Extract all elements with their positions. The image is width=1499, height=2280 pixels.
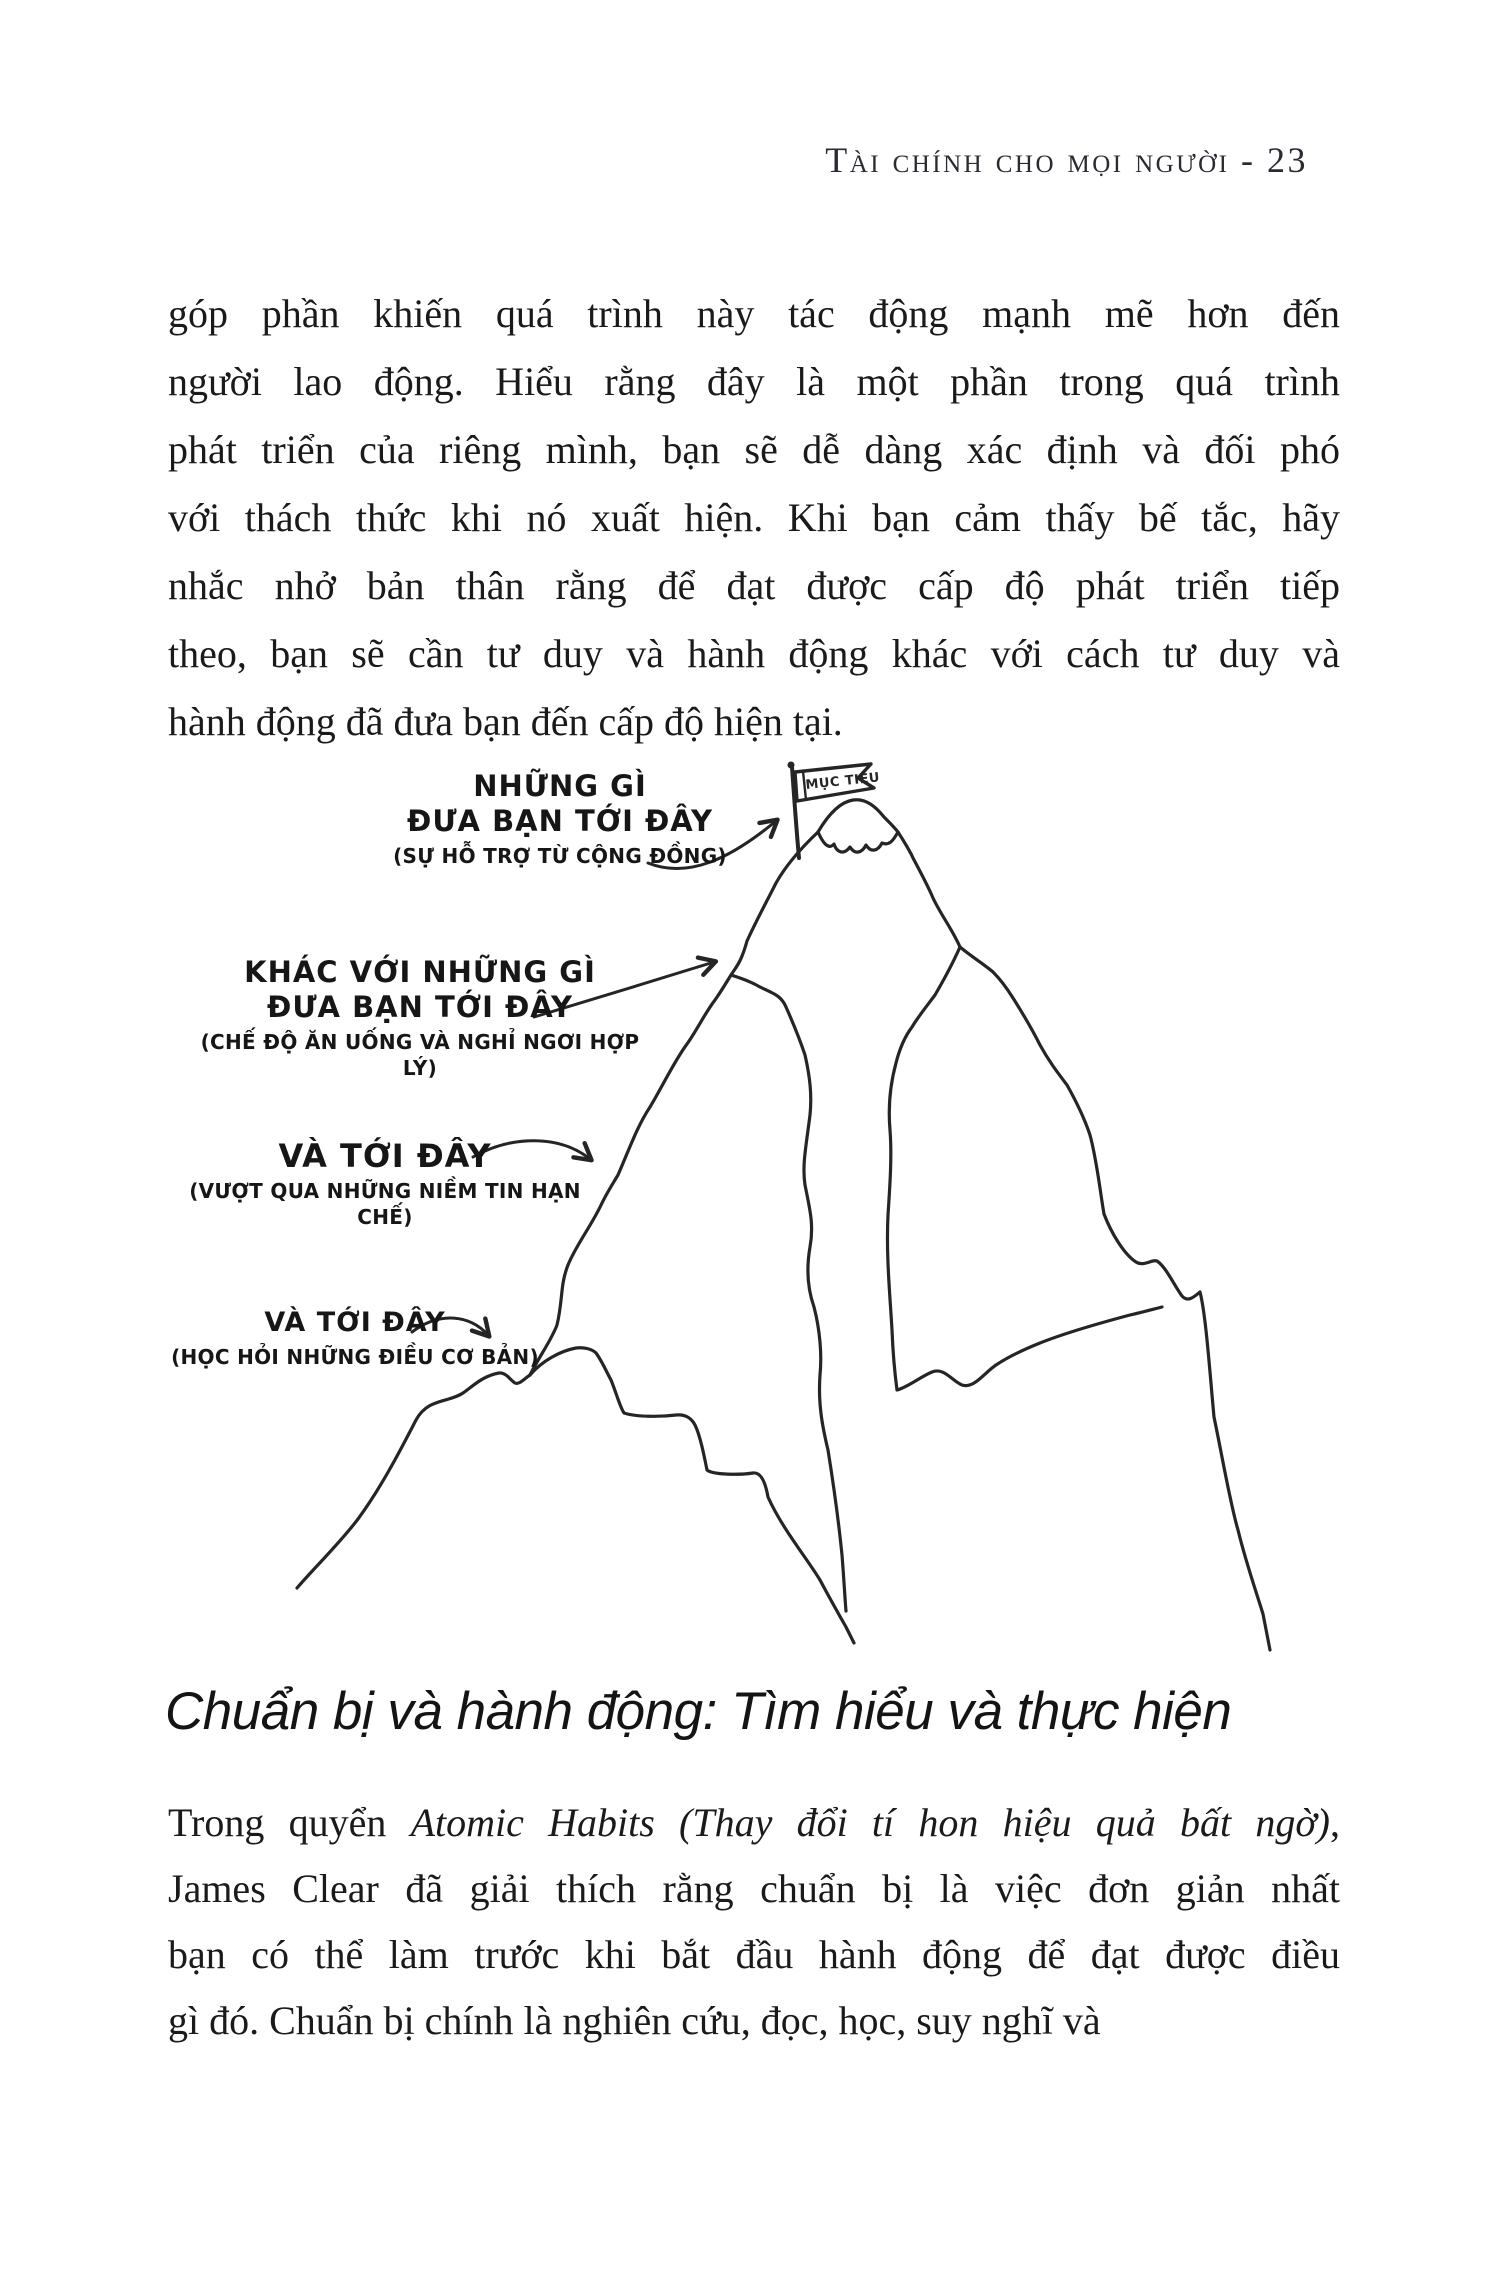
mountain-illustration <box>140 755 1360 1665</box>
diagram-label-4 <box>160 1305 550 1370</box>
body-line: James Clear đã giải thích rằng chuẩn bị là việc đơn giản nhất <box>168 1866 1340 1911</box>
label-line: ĐƯA BẠN TỚI ĐÂY <box>267 990 573 1024</box>
body-line: hành động đã đưa bạn đến cấp độ hiện tại. <box>168 699 843 744</box>
body-line: góp phần khiến quá trình này tác động mạnh mẽ hơn đến <box>168 291 1340 336</box>
label-line: NHỮNG GÌ <box>473 769 647 803</box>
inner-ridge-line-1 <box>731 975 846 1611</box>
diagram-label-1 <box>330 769 790 869</box>
label-line: VÀ TỚI ĐÂY <box>264 1307 446 1338</box>
body-text-segment: Trong quyển <box>168 1800 411 1845</box>
body-line <box>168 1790 1340 1856</box>
label-subline: (SỰ HỖ TRỢ TỪ CỘNG ĐỒNG) <box>393 844 727 868</box>
label-subline: (HỌC HỎI NHỮNG ĐIỀU CƠ BẢN) <box>171 1345 539 1369</box>
diagram-label-3 <box>160 1139 610 1230</box>
label-subline: (VƯỢT QUA NHỮNG NIỀM TIN HẠN CHẾ) <box>189 1179 581 1229</box>
body-line: bạn có thể làm trước khi bắt đầu hành động để đạt được điều <box>168 1932 1340 1977</box>
body-line: theo, bạn sẽ cần tư duy và hành động khác với cách tư duy và <box>168 631 1340 676</box>
flag-label: MỤC TIÊU <box>804 770 881 793</box>
snowcap-top-line <box>818 800 898 832</box>
mountain-left-face-line <box>530 832 818 1375</box>
body-paragraph-2 <box>168 1790 1340 2054</box>
mountain-right-slope-line <box>898 832 1270 1650</box>
label-line: ĐƯA BẠN TỚI ĐÂY <box>407 804 713 838</box>
foreground-ridge-line <box>530 1348 854 1643</box>
body-line: người lao động. Hiểu rằng đây là một phần trong quá trình <box>168 359 1340 404</box>
body-line: với thách thức khi nó xuất hiện. Khi bạn cảm thấy bế tắc, hãy <box>168 495 1340 540</box>
label-line: VÀ TỚI ĐÂY <box>278 1137 492 1175</box>
body-line: gì đó. Chuẩn bị chính là nghiên cứu, đọc, học, suy nghĩ và <box>168 1998 1101 2043</box>
inner-ridge-line-2 <box>887 947 1162 1390</box>
snowcap-scallop-line <box>818 832 898 852</box>
diagram-label-2 <box>200 955 640 1081</box>
mountain-left-base-line <box>297 1373 530 1588</box>
body-line: phát triển của riêng mình, bạn sẽ dễ dàng xác định và đối phó <box>168 427 1340 472</box>
body-paragraph-1 <box>168 280 1340 756</box>
label-line: KHÁC VỚI NHỮNG GÌ <box>244 955 596 989</box>
label-subline: (CHẾ ĐỘ ĂN UỐNG VÀ NGHỈ NGƠI HỢP LÝ) <box>200 1030 640 1080</box>
body-text-segment: , <box>1330 1800 1340 1845</box>
book-title-italic: Atomic Habits (Thay đổi tí hon hiệu quả bất ngờ) <box>410 1800 1330 1845</box>
body-line: nhắc nhở bản thân rằng để đạt được cấp độ phát triển tiếp <box>168 563 1340 608</box>
section-heading: Chuẩn bị và hành động: Tìm hiểu và thực hiện <box>165 1682 1232 1741</box>
flag-pole-knob <box>788 762 795 769</box>
page-header: Tài chính cho mọi người - 23 <box>825 140 1308 180</box>
